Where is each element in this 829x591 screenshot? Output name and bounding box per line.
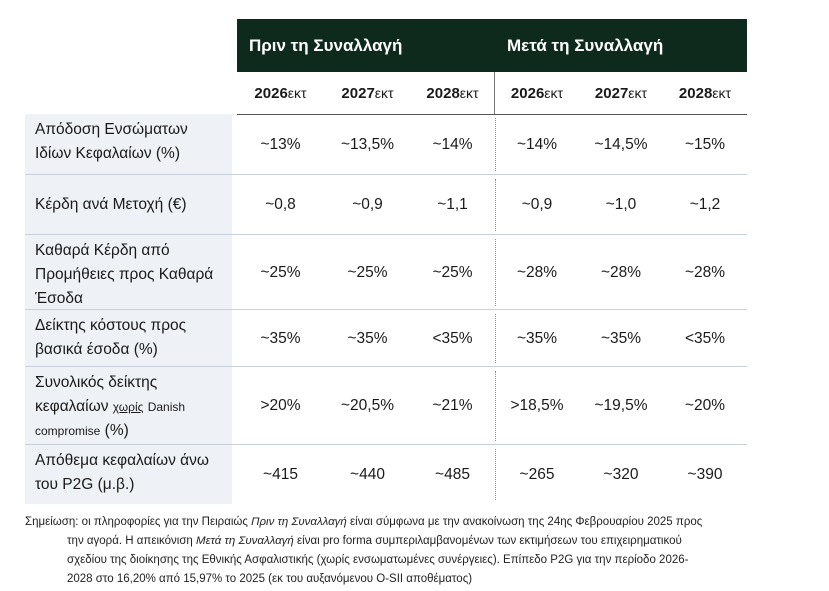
header-after-transaction [495,19,747,72]
value-cell: ~440 [350,465,385,483]
footnote-line: σχεδίου της διοίκησης της Εθνικής Ασφαλιστικής (χωρίς ενσωματωμένες συνέργειες). Επίπεδο P2G για την περίοδο 2026- [67,554,689,566]
value-cell: ~35% [260,329,301,347]
header-before-label: Πριν τη Συναλλαγή [249,35,403,55]
footnote-line: την αγορά. Η απεικόνιση Μετά τη Συναλλαγή είναι pro forma συμπεριλαμβανομένων των εκτιμήσεων του επιχειρηματικού [67,535,682,547]
year-header: 2027 εκτ [594,84,648,102]
value-cell: ~13% [260,135,301,153]
value-cell: ~19,5% [594,397,648,414]
value-cell: ~0,9 [352,196,383,213]
value-cell: ~21% [432,397,473,414]
value-cell: ~14% [432,135,473,153]
value-cell: ~14% [516,135,558,153]
row-label: Δείκτης κόστους προς βασικά έσοδα (%) [25,310,232,367]
header-before-transaction [237,19,496,72]
table-row-eps [25,175,747,235]
value-cell: ~415 [263,465,298,483]
year-header: 2026 εκτ [254,84,307,102]
table-row-rote [25,114,747,175]
value-cell: ~25% [260,263,301,281]
footnote: Σημείωση: οι πληροφορίες για την Πειραιώς Πριν τη Συναλλαγή είναι σύμφωνα με την ανακοίνωση της 24ης Φεβρουαρίου 2025 προς την αγορά. Η απεικόνιση Μετά τη Συναλλαγή είναι pro forma συμπεριλαμβανομένων των εκτιμήσεων του επιχειρηματικού σχεδίου της διοίκησης της Εθνικής Ασφαλιστικής (χωρίς ενσωματωμένες συνέργειες). Επίπεδο P2G για την περίοδο 2026- 2028 στο 16,20% από 15,97% το 2025 (εκ του αυξανόμενου O-SII αποθέματος) [25,513,765,589]
header-after-label: Μετά τη Συναλλαγή [507,35,664,55]
year-header-row [237,72,747,115]
table-row-cost-income [25,310,747,367]
value-cell: ~28% [516,263,558,281]
value-cell: ~20% [684,397,726,414]
value-cell: ~35% [347,329,388,347]
year-header: 2027 εκτ [341,84,394,102]
value-cell: ~35% [516,329,558,347]
value-cell: ~25% [347,263,388,281]
value-cell: ~28% [600,263,642,281]
value-cell: ~15% [684,135,726,153]
value-cell: ~35% [600,329,642,347]
value-cell: ~13,5% [340,135,394,153]
year-header: 2028 εκτ [426,84,479,102]
value-cell: >20% [260,397,301,414]
row-label: Απόθεμα κεφαλαίων άνω του P2G (μ.β.) [25,445,232,504]
row-label: Συνολικός δείκτης κεφαλαίων χωρίς Danish compromise (%) [25,367,232,445]
footnote-line: 2028 στο 16,20% από 15,97% το 2025 (εκ του αυξανόμενου O-SII αποθέματος) [67,573,473,585]
row-label: Απόδοση Ενσώματων Ιδίων Κεφαλαίων (%) [25,114,232,175]
value-cell: ~25% [432,263,473,281]
value-cell: ~14,5% [594,135,648,153]
value-cell: ~320 [603,465,639,483]
value-cell: ~0,9 [521,196,553,213]
value-cell: ~28% [684,263,726,281]
value-cell: ~1,2 [689,196,721,213]
value-cell: <35% [432,329,473,347]
value-cell: >18,5% [510,397,564,414]
value-cell: ~1,1 [437,196,468,213]
table-row-fee-income [25,235,747,310]
year-header: 2028 εκτ [678,84,732,102]
row-label: Καθαρά Κέρδη από Προμήθειες προς Καθαρά Έσοδα [25,235,232,310]
year-header: 2026 εκτ [510,84,564,102]
value-cell: <35% [684,329,726,347]
row-label: Κέρδη ανά Μετοχή (€) [25,175,232,235]
value-cell: ~485 [435,465,470,483]
value-cell: ~20,5% [340,397,394,414]
value-cell: ~1,0 [605,196,637,213]
value-cell: ~265 [519,465,555,483]
table-row-capital-buffer [25,445,747,504]
value-cell: ~390 [687,465,723,483]
table-row-total-capital [25,367,747,445]
value-cell: ~0,8 [265,196,296,213]
